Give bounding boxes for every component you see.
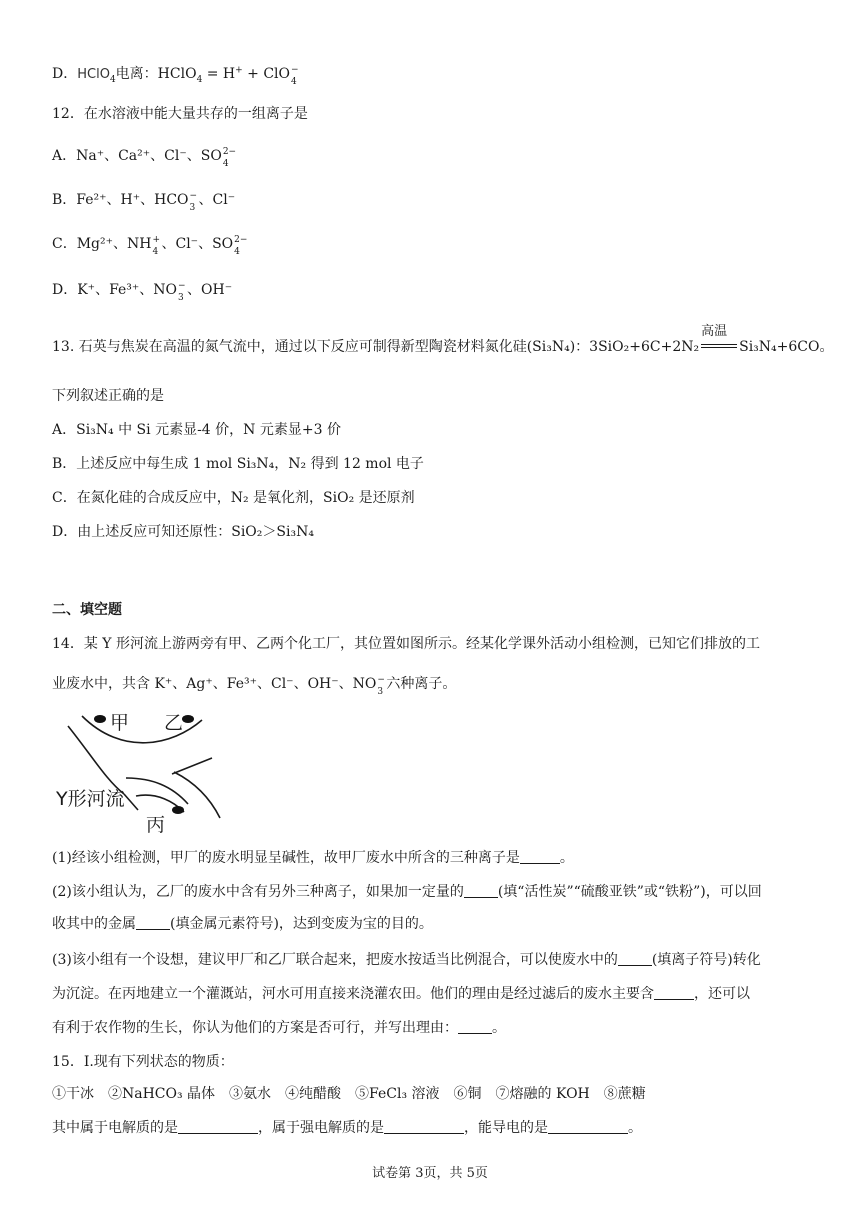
answer-blank[interactable] [178, 1119, 258, 1134]
option-text: 、Cl⁻ [198, 192, 236, 208]
q13-stem [52, 324, 834, 357]
part-text: ，能导电的是 [464, 1120, 548, 1136]
part-text: 为沉淀。在丙地建立一个灌溉站，河水可用直接来浇灌农田。他们的理由是经过滤后的废水主要含 [52, 986, 654, 1002]
ion-charge-stack [222, 147, 237, 169]
q12-option-c [52, 234, 820, 257]
option-text: 、Cl⁻、SO [161, 236, 234, 252]
reaction-condition: 高温 [701, 324, 728, 339]
part-text: (1)经该小组检测，甲厂的废水明显呈碱性，故甲厂废水中所含的三种离子是 [52, 850, 520, 866]
option-text: C．Mg²⁺、NH [52, 236, 152, 252]
arrow-bar [701, 347, 737, 348]
q14-part1 [52, 848, 820, 868]
stem-text: 六种离子。 [386, 676, 457, 692]
reaction-arrow [699, 324, 739, 356]
ion-charge-stack [290, 65, 300, 87]
ion-charge-stack [233, 235, 248, 257]
option-text: D．K⁺、Fe³⁺、NO [52, 282, 178, 298]
factory-jia-dot [94, 715, 106, 723]
charge: − [291, 65, 299, 75]
answer-blank[interactable] [618, 951, 652, 966]
q15-items: ①干冰 ②NaHCO₃ 晶体 ③氨水 ④纯醋酸 ⑤FeCl₃ 溶液 ⑥铜 ⑦熔融的 KOH ⑧蔗糖 [52, 1086, 646, 1102]
part-text: 其中属于电解质的是 [52, 1120, 178, 1136]
charge: 2− [222, 147, 237, 157]
q13-option-b: B．上述反应中每生成 1 mol Si₃N₄，N₂ 得到 12 mol 电子 [52, 456, 424, 472]
page-footer: 试卷第 3页，共 5页 [372, 1166, 488, 1181]
label-river: Y形河流 [56, 788, 125, 810]
answer-blank[interactable] [384, 1119, 464, 1134]
q14-stem-line2 [52, 674, 820, 697]
equation-part: = H [202, 66, 236, 82]
answer-blank[interactable] [548, 1119, 628, 1134]
subscript: 4 [196, 74, 203, 85]
answer-blank[interactable] [136, 915, 170, 930]
subscript: 4 [152, 247, 159, 257]
stem-text: 业废水中，共含 K⁺、Ag⁺、Fe³⁺、Cl⁻、OH⁻、NO [52, 676, 377, 692]
part-text: 。 [559, 850, 574, 866]
answer-blank[interactable] [464, 883, 498, 898]
answer-blank[interactable] [654, 985, 694, 1000]
stem-text: Si₃N₄+6CO。 [739, 339, 834, 355]
factory-bing-dot [172, 806, 184, 814]
subscript: 4 [109, 74, 116, 85]
charge: 2− [234, 235, 248, 245]
river-figure [52, 706, 252, 836]
ion-charge-stack [376, 675, 386, 697]
subscript: 3 [178, 293, 184, 303]
q12-option-a [52, 146, 820, 169]
part-text: ，还可以 [694, 986, 750, 1002]
q13-option-d: D．由上述反应可知还原性：SiO₂＞Si₃N₄ [52, 524, 314, 540]
q11-option-d [52, 64, 820, 85]
ion-charge-stack [189, 191, 199, 213]
charge: − [377, 675, 385, 685]
option-text: B．Fe²⁺、H⁺、HCO [52, 192, 189, 208]
option-text: 、OH⁻ [187, 282, 233, 298]
part-text: (3)该小组有一个设想，建议甲厂和乙厂联合起来，把废水按适当比例混合，可以使废水中的 [52, 952, 618, 968]
q13-option-a: A．Si₃N₄ 中 Si 元素显-4 价，N 元素显+3 价 [52, 422, 341, 438]
subscript: 3 [189, 203, 196, 213]
part-text: 收其中的金属 [52, 916, 136, 932]
stem-text: 13. 石英与焦炭在高温的氮气流中，通过以下反应可制得新型陶瓷材料氮化硅(Si₃N₄)：3SiO₂+6C+2N₂ [52, 339, 700, 355]
option-label: D． [52, 66, 78, 82]
equation: HClO [157, 66, 197, 82]
part-text: (填“活性炭”“硫酸亚铁”或“铁粉”)，可以回 [497, 884, 762, 900]
part-text: (填离子符号)转化 [651, 952, 761, 968]
q14-part2-line1 [52, 882, 820, 902]
ion-charge-stack [177, 281, 187, 303]
option-text: A．Na⁺、Ca²⁺、Cl⁻、SO [52, 148, 222, 164]
section-heading: 二、填空题 [52, 602, 122, 618]
part-text: 。 [492, 1020, 506, 1036]
ion-charge-stack [151, 235, 161, 257]
q12-stem: 12．在水溶液中能大量共存的一组离子是 [52, 106, 308, 122]
q15-stem: 15．Ⅰ.现有下列状态的物质： [52, 1054, 234, 1070]
part-text: 有利于农作物的生长，你认为他们的方案是否可行，并写出理由： [52, 1020, 458, 1036]
q14-part2-line2 [52, 914, 820, 934]
q14-stem-line1: 14．某 Y 形河流上游两旁有甲、乙两个化工厂，其位置如图所示。经某化学课外活动小组检测，已知它们排放的工 [52, 636, 760, 652]
label-yi: 乙 [164, 712, 184, 734]
label-bing: 丙 [146, 814, 166, 836]
factory-yi-dot [182, 715, 194, 723]
part-text: 。 [628, 1120, 642, 1136]
subscript: 4 [222, 159, 229, 169]
q12-option-b [52, 190, 820, 213]
answer-blank[interactable] [458, 1019, 492, 1034]
subscript: 4 [291, 77, 297, 87]
q14-part3-line3 [52, 1018, 820, 1038]
charge: − [189, 191, 198, 201]
subscript: 4 [234, 247, 240, 257]
formula-hclo4: HClO [77, 67, 110, 82]
label-jia: 甲 [110, 712, 130, 734]
charge: + [152, 235, 161, 245]
q15-question [52, 1118, 820, 1138]
q14-part3-line2 [52, 984, 820, 1004]
part-text: (2)该小组认为，乙厂的废水中含有另外三种离子，如果加一定量的 [52, 884, 464, 900]
arrow-bar [701, 344, 737, 345]
q13-lead: 下列叙述正确的是 [52, 388, 164, 404]
q13-option-c: C．在氮化硅的合成反应中，N₂ 是氧化剂，SiO₂ 是还原剂 [52, 490, 415, 506]
part-text: ，属于强电解质的是 [258, 1120, 384, 1136]
part-text: (填金属元素符号)，达到变废为宝的目的。 [170, 916, 433, 932]
q14-part3-line1 [52, 950, 820, 970]
q12-option-d [52, 280, 820, 303]
answer-blank[interactable] [520, 849, 560, 864]
superscript: + [235, 65, 243, 76]
charge: − [178, 281, 186, 291]
ionization-label: 电离： [115, 66, 158, 82]
subscript: 3 [377, 687, 384, 697]
equation-part: + ClO [242, 66, 290, 82]
